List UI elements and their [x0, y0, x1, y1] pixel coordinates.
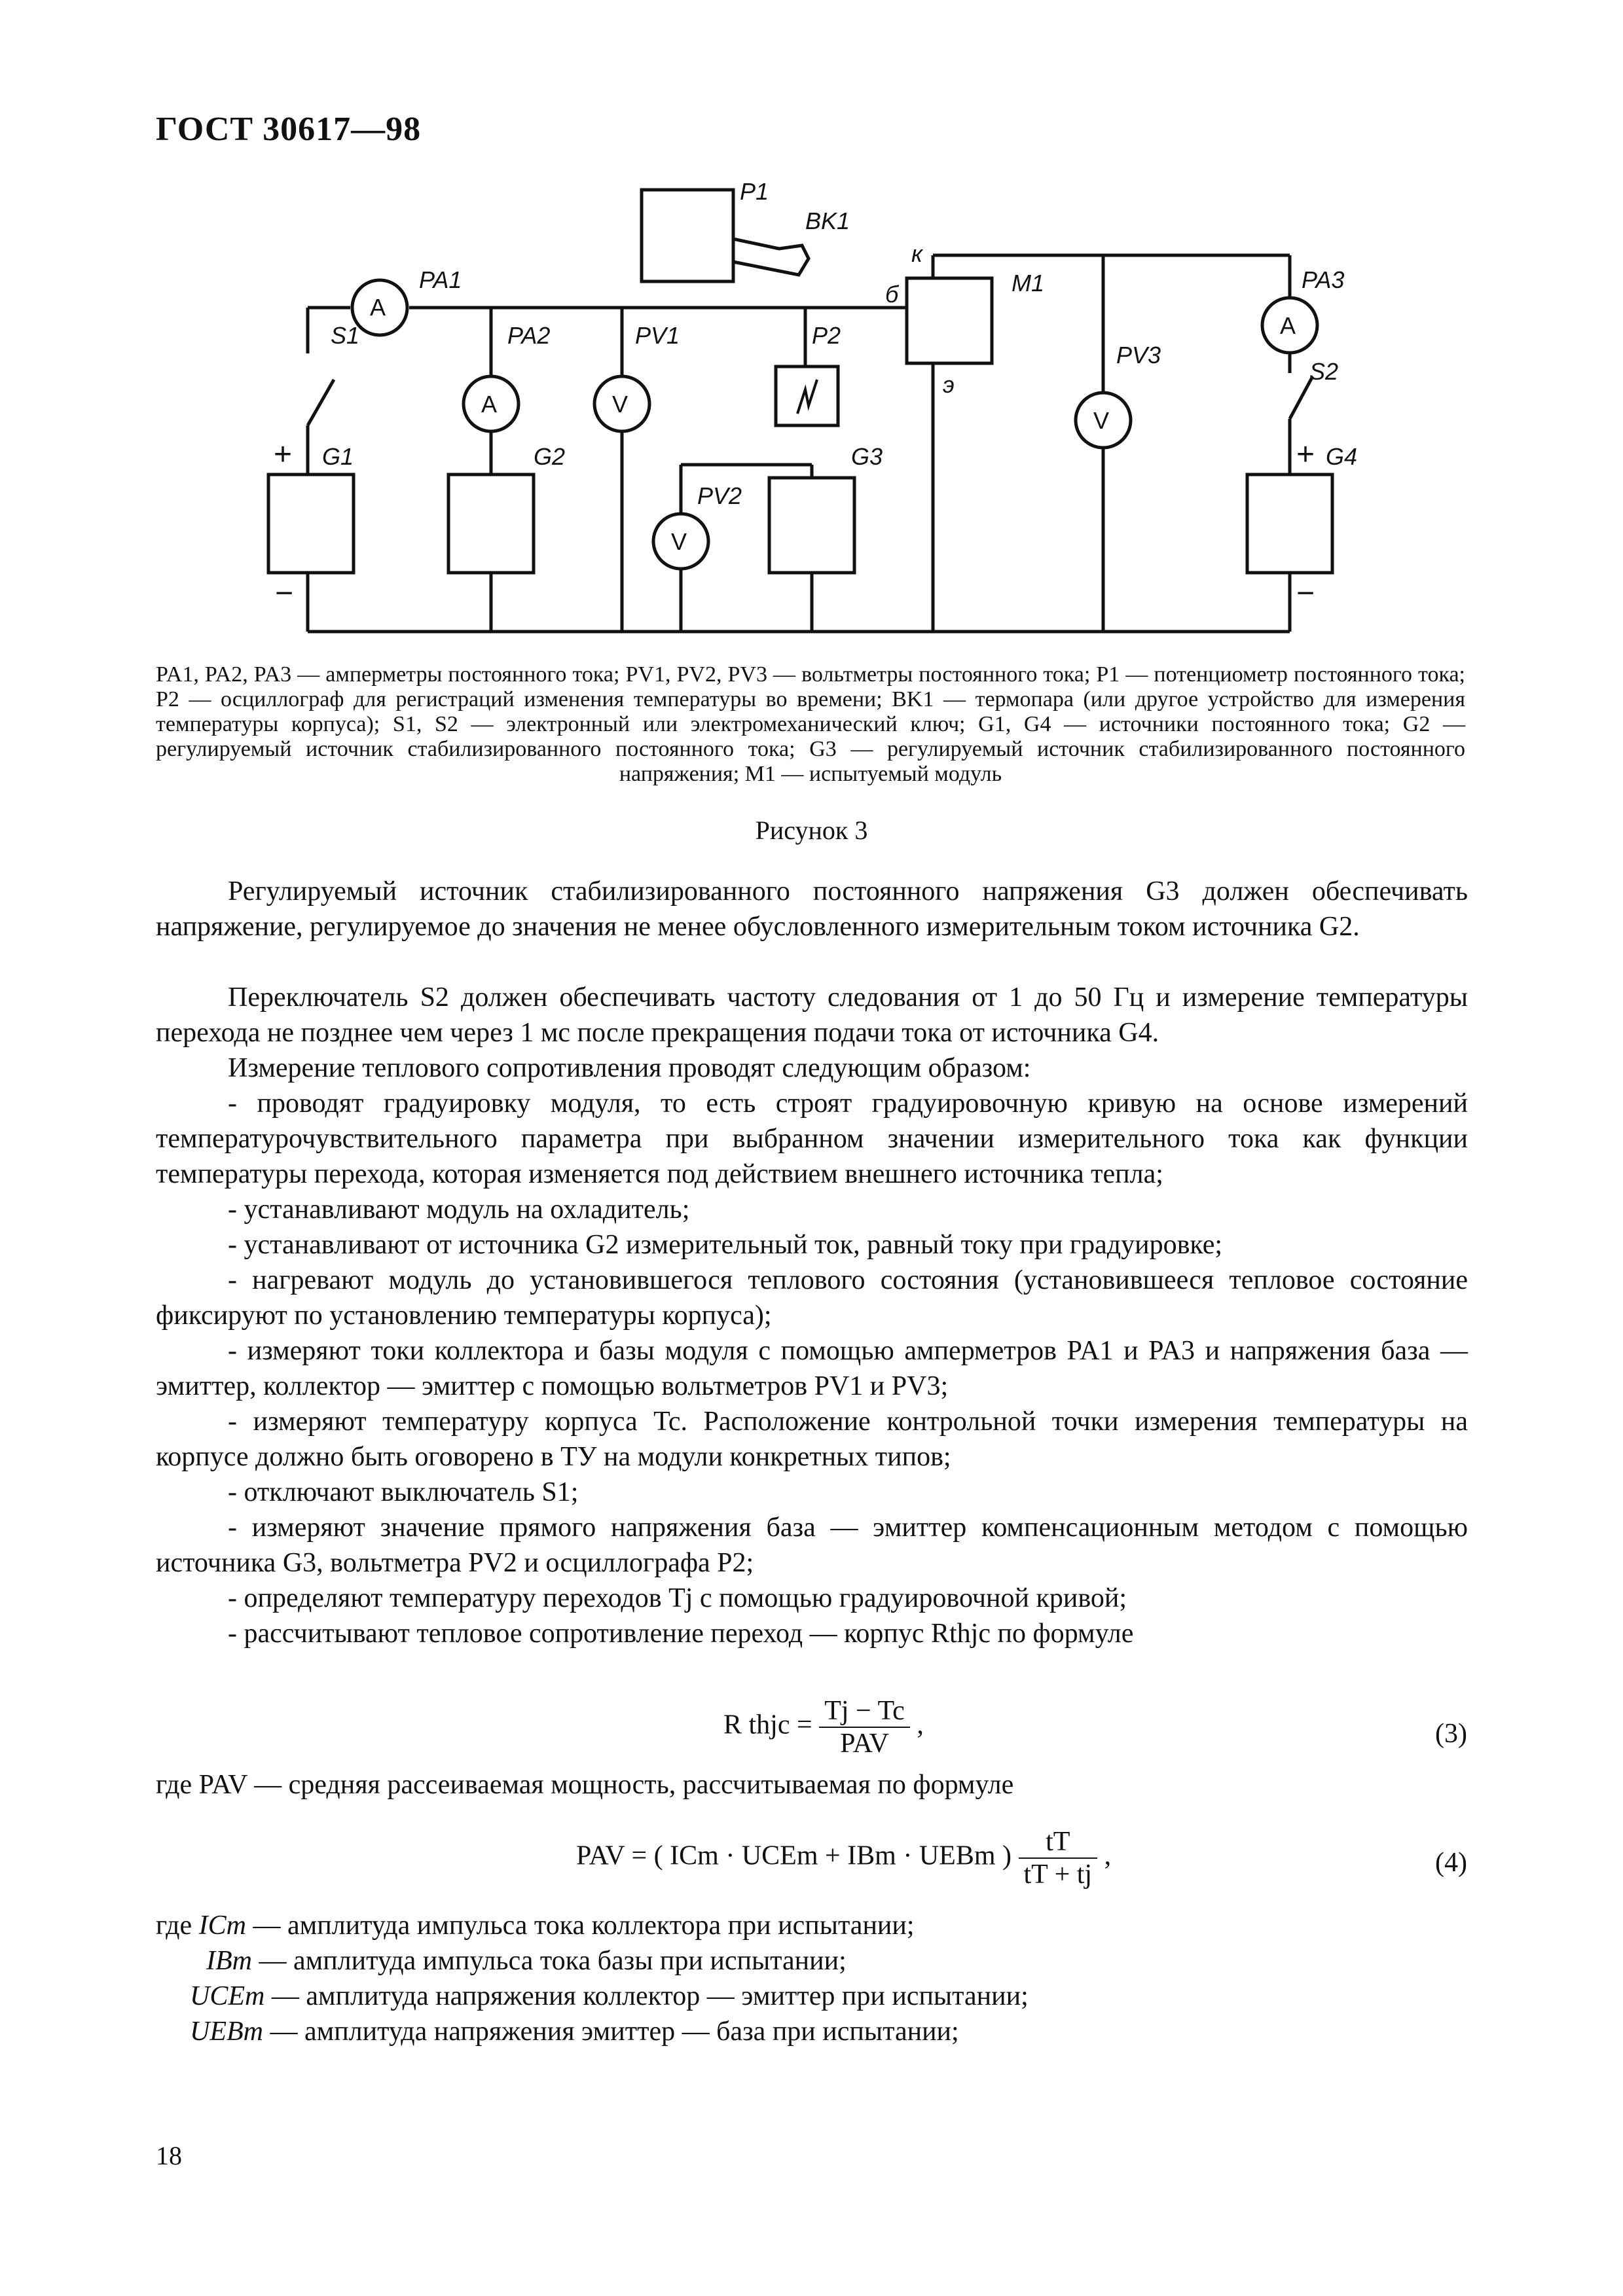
document-header: ГОСТ 30617—98: [156, 111, 422, 148]
definition-prefix: где: [156, 1910, 192, 1941]
label-pv3: PV3: [1116, 342, 1161, 368]
label-pa2-a: A: [481, 391, 498, 418]
where-pav: где PAV — средняя рассеиваемая мощность, рассчитываемая по формуле: [156, 1770, 1014, 1800]
label-pa1-a: A: [370, 294, 386, 321]
label-e: э: [943, 371, 955, 398]
definition-row: [206, 1943, 847, 1979]
p1-box: [642, 190, 733, 281]
formula-4: [576, 1826, 1111, 1890]
page-number: 18: [156, 2141, 182, 2170]
label-bk1: BK1: [805, 207, 850, 234]
list-item: - отключают выключатель S1;: [228, 1477, 579, 1507]
s1-switch: [308, 380, 334, 425]
label-g2: G2: [534, 443, 566, 470]
definition-text: — амплитуда импульса тока базы при испытании;: [259, 1946, 847, 1976]
definition-row: [190, 2014, 959, 2049]
label-g4-plus: +: [1296, 437, 1315, 472]
g1-source: [268, 475, 354, 573]
definition-row: [156, 1908, 915, 1943]
formula-4-lhs: PAV = ( ICm · UCEm + IBm · UEBm ): [576, 1840, 1012, 1871]
label-pa3-a: A: [1280, 312, 1296, 339]
label-p1: P1: [740, 178, 769, 205]
formula-3: [723, 1695, 924, 1759]
list-item: - нагревают модуль до установившегося теплового состояния (установившееся тепловое состояние фиксируют по установлению температуры корпуса);: [156, 1265, 1468, 1331]
equation-number-4: (4): [1435, 1848, 1467, 1878]
g3-source: [769, 478, 854, 573]
m1-module: [907, 278, 992, 363]
list-item: - проводят градуировку модуля, то есть строят градуировочную кривую на основе измерений температурочувствительного параметра при выбранном значении измерительного тока как функции температуры перехода, которая изменяется под действием внешнего источника тепла;: [156, 1088, 1468, 1189]
paragraph-1: Регулируемый источник стабилизированного постоянного напряжения G3 должен обеспечивать напряжение, регулируемое до значения не менее обусловленного измерительным током источника G2.: [156, 876, 1468, 942]
label-pv1: PV1: [635, 322, 680, 349]
definition-text: — амплитуда напряжения коллектор — эмиттер при испытании;: [271, 1981, 1029, 2011]
formula-3-lhs: R thjc =: [723, 1710, 812, 1740]
paragraph-3: Измерение теплового сопротивления проводят следующим образом:: [228, 1053, 1031, 1083]
label-p2: P2: [812, 322, 841, 349]
formula-3-numerator: Tj − Tc: [819, 1695, 910, 1728]
figure-legend: PA1, PA2, PA3 — амперметры постоянного тока; PV1, PV2, PV3 — вольтметры постоянного тока; P1 — потенциометр постоянного тока; P2 — осциллограф для регистраций изменения температуры во времени; BK1 — термопара (или другое устройство для измерения температуры корпуса); S1, S2 — электронный или электромеханический ключ; G1, G4 — источники постоянного тока; G2 — регулируемый источник стабилизированного постоянного тока; G3 — регулируемый источник стабилизированного постоянного напряжения; M1 — испытуемый модуль: [156, 662, 1465, 786]
figure-title: Рисунок 3: [755, 816, 868, 845]
formula-4-fraction: [1019, 1826, 1098, 1890]
label-pv1-v: V: [612, 391, 629, 418]
label-g3: G3: [851, 443, 883, 470]
definition-symbol: UEBm: [190, 2017, 263, 2047]
label-g4-minus: −: [1296, 576, 1315, 611]
list-item: - измеряют температуру корпуса Tc. Расположение контрольной точки измерения температуры на корпусе должно быть оговорено в ТУ на модули конкретных типов;: [156, 1407, 1468, 1472]
circuit-diagram: [249, 177, 1358, 648]
label-pv2: PV2: [697, 482, 742, 509]
label-g1-minus: −: [275, 576, 294, 611]
paragraph-2: Переключатель S2 должен обеспечивать частоту следования от 1 до 50 Гц и измерение температуры перехода не позднее чем через 1 мс после прекращения подачи тока от источника G4.: [156, 982, 1468, 1048]
g4-source: [1247, 475, 1332, 573]
label-pv3-v: V: [1093, 407, 1110, 434]
definition-symbol: IBm: [206, 1946, 252, 1976]
label-g1-plus: +: [274, 437, 293, 472]
definition-text: — амплитуда напряжения эмиттер — база при испытании;: [270, 2017, 959, 2047]
label-k: к: [911, 240, 922, 267]
definition-symbol: ICm: [198, 1910, 246, 1941]
definition-row: [190, 1979, 1029, 2014]
label-m1: M1: [1012, 270, 1045, 296]
formula-4-tail: ,: [1104, 1840, 1112, 1871]
label-pa3: PA3: [1302, 266, 1345, 293]
list-item: - устанавливают модуль на охладитель;: [228, 1194, 690, 1225]
label-pa1: PA1: [419, 266, 462, 293]
label-s1: S1: [331, 322, 360, 349]
list-item: - измеряют токи коллектора и базы модуля с помощью амперметров PA1 и PA3 и напряжения база — эмиттер, коллектор — эмиттер с помощью вольтметров PV1 и PV3;: [156, 1336, 1468, 1401]
list-item: - измеряют значение прямого напряжения база — эмиттер компенсационным методом с помощью источника G3, вольтметра PV2 и осциллографа P2;: [156, 1513, 1468, 1578]
list-item: - определяют температуру переходов Tj с помощью градуировочной кривой;: [228, 1583, 1127, 1613]
label-pa2: PA2: [507, 322, 551, 349]
equation-number-3: (3): [1435, 1719, 1467, 1749]
label-pv2-v: V: [671, 528, 687, 555]
formula-3-fraction: [819, 1695, 910, 1759]
list-item: - рассчитывают тепловое сопротивление переход — корпус Rthjc по формуле: [228, 1619, 1134, 1649]
formula-4-numerator: tT: [1019, 1826, 1098, 1859]
label-g1: G1: [322, 443, 354, 470]
formula-3-denominator: PAV: [840, 1729, 889, 1759]
label-b: б: [885, 281, 899, 308]
definition-text: — амплитуда импульса тока коллектора при испытании;: [253, 1910, 915, 1941]
label-s2: S2: [1309, 358, 1339, 385]
label-g4: G4: [1326, 443, 1358, 470]
g2-source: [448, 475, 534, 573]
list-item: - устанавливают от источника G2 измерительный ток, равный току при градуировке;: [228, 1230, 1223, 1260]
formula-4-denominator: tT + tj: [1023, 1859, 1093, 1890]
formula-3-tail: ,: [917, 1710, 924, 1740]
definition-symbol: UCEm: [190, 1981, 265, 2011]
bk1-thermocouple: [733, 239, 809, 275]
